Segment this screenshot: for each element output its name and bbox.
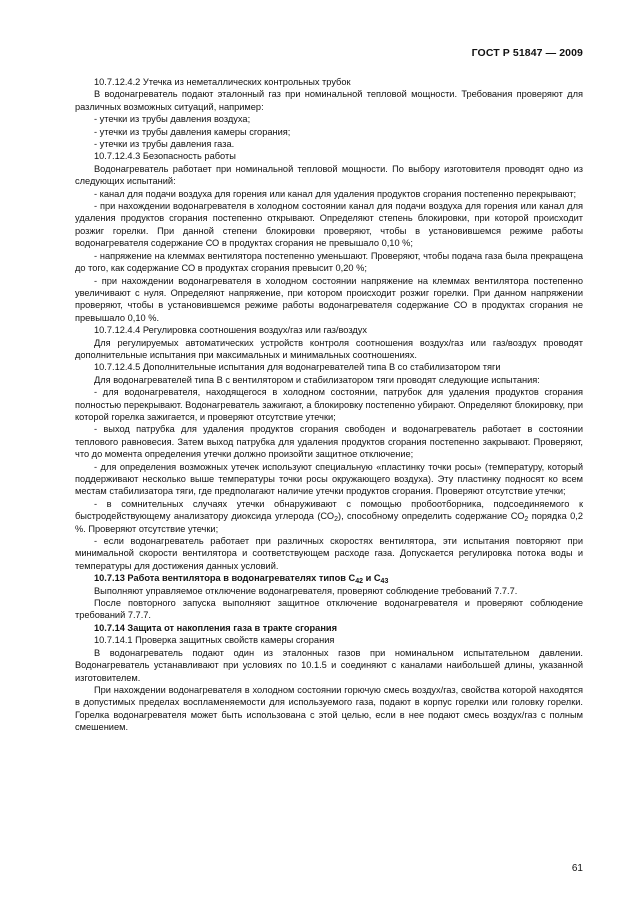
text-run: После повторного запуска выполняют защитное отключение водонагревателя и проверяют соблюдение требований 7.7.7.	[75, 598, 583, 621]
text-run: 10.7.12.4.2 Утечка из неметаллических контрольных трубок	[94, 77, 351, 87]
paragraph	[75, 597, 583, 622]
paragraph	[75, 200, 583, 250]
paragraph	[75, 337, 583, 362]
paragraph	[75, 585, 583, 597]
text-run: В водонагреватель подают эталонный газ при номинальной тепловой мощности. Требования проверяют для различных возможных ситуаций, например:	[75, 89, 583, 112]
paragraph	[75, 113, 583, 125]
text-run: Для регулируемых автоматических устройств контроля соотношения воздух/газ или газ/воздух проводят дополнительные испытания при максимальных и минимальных соотношениях.	[75, 337, 583, 360]
text-run: - если водонагреватель работает при различных скоростях вентилятора, эти испытания повторяют при минимальной скорости вентилятора и соответствующем расходе газа. Допускается регулировка потока воды и температуры для достижения данных условий.	[75, 536, 583, 571]
text-run: Для водонагревателей типа В с вентилятором и стабилизатором тяги проводят следующие испытания:	[94, 374, 540, 385]
text-run: - канал для подачи воздуха для горения или канал для удаления продуктов сгорания постепенно перекрывают;	[94, 188, 577, 199]
document-body	[75, 76, 583, 734]
text-run: В водонагреватель подают один из эталонных газов при номинальном испытательном давлении. Водонагреватель устанавливают при условиях по 10.1.5 и соединяют с каналами наибольшей длины, указанной изготовителем.	[75, 647, 583, 683]
text-run: При нахождении водонагревателя в холодном состоянии горючую смесь воздух/газ, свойства которой находятся в допустимых пределах воспламеняемости для используемого газа, подают в корпус горелки или головку горелки. Горелка водонагревателя может быть использована с этой целью, если в нее подают смесь воздух/газ с полным смешением.	[75, 684, 583, 733]
document-header: ГОСТ Р 51847 — 2009	[471, 47, 583, 59]
paragraph	[75, 138, 583, 150]
subscript: 42	[355, 578, 364, 586]
paragraph	[75, 163, 583, 188]
paragraph	[75, 684, 583, 734]
text-run: 10.7.12.4.5 Дополнительные испытания для водонагревателей типа В со стабилизатором тяги	[94, 362, 501, 373]
paragraph	[75, 423, 583, 460]
section-heading	[75, 622, 583, 634]
paragraph	[75, 386, 583, 423]
section-heading	[75, 572, 583, 584]
paragraph	[75, 498, 583, 535]
paragraph	[75, 461, 583, 498]
paragraph	[75, 126, 583, 138]
text-run: - утечки из трубы давления воздуха;	[94, 114, 251, 125]
paragraph	[75, 188, 583, 200]
text-run: 10.7.12.4.4 Регулировка соотношения воздух/газ или газ/воздух	[94, 325, 368, 336]
paragraph	[75, 647, 583, 684]
text-run: Водонагреватель работает при номинальной тепловой мощности. По выбору изготовителя проводят одно из следующих испытаний:	[75, 163, 583, 187]
paragraph	[75, 76, 583, 88]
text-run: - для водонагревателя, находящегося в холодном состоянии, патрубок для удаления продуктов сгорания полностью перекрывают. Водонагреватель зажигают, а блокировку постепенно убирают. Определяют блокировку, при которой горелка зажигается, и проверяют отсутствие утечки;	[75, 387, 583, 422]
paragraph	[75, 634, 583, 646]
text-run: - для определения возможных утечек используют специальную «пластинку точки росы» (температуру, который поддерживают несколько выше температуры точки росы окружающего воздуха). Эту пластинку подносят ко всем местам стабилизатора тяги, где предполагают наличие утечки продуктов сгорания. Проверяют отсутствие утечки;	[75, 461, 583, 497]
paragraph	[75, 535, 583, 572]
subscript: 43	[380, 578, 389, 586]
text-run: 10.7.14 Защита от накопления газа в тракте сгорания	[94, 622, 337, 633]
text-run: - утечки из трубы давления камеры сгорания;	[94, 126, 291, 137]
subscript: 2	[334, 516, 338, 524]
paragraph	[75, 324, 583, 336]
text-run: - утечки из трубы давления газа.	[94, 139, 235, 150]
text-run: - при нахождении водонагревателя в холодном состоянии напряжение на клеммах вентилятора постепенно увеличивают с нуля. Определяют напряжение, при котором происходит розжиг горелки. При данном напряжении проверяют, чтобы в установившемся режиме работы водонагревателя содержание СО в продуктах сгорания не превышало 0,10 %.	[75, 275, 583, 323]
paragraph	[75, 250, 583, 275]
text-run: Выполняют управляемое отключение водонагревателя, проверяют соблюдение требований 7.7.7.	[94, 585, 518, 596]
text-run: 10.7.12.4.3 Безопасность работы	[94, 151, 236, 162]
text-run: порядка 0,2 %. Проверяют отсутствие утечки;	[75, 511, 583, 534]
paragraph	[75, 361, 583, 373]
text-run: ), способному определить содержание СО	[337, 511, 525, 522]
subscript: 2	[524, 516, 529, 524]
paragraph	[75, 374, 583, 386]
text-run: - в сомнительных случаях утечки обнаруживают с помощью пробоотборника, подсоединяемого к быстродействующему анализатору диоксида углерода (СО	[75, 498, 583, 522]
text-run: 10.7.13 Работа вентилятора в водонагревателях типов С	[94, 573, 356, 584]
paragraph	[75, 275, 583, 325]
page-number: 61	[571, 863, 583, 874]
text-run: 10.7.14.1 Проверка защитных свойств камеры сгорания	[94, 635, 335, 646]
paragraph	[75, 88, 583, 113]
paragraph	[75, 150, 583, 162]
text-run: - при нахождении водонагревателя в холодном состоянии канал для подачи воздуха для горения или канал для удаления продуктов сгорания постепенно открывают. Определяют степень блокировки, при которой происходит розжиг горелки. При данной степени блокировки проверяют, чтобы в установившемся режиме работы водонагревателя содержание СО в продуктах сгорания не превышало 0,10 %;	[75, 201, 583, 249]
text-run: - напряжение на клеммах вентилятора постепенно уменьшают. Проверяют, чтобы подача газа была прекращена до того, как содержание СО в продуктах сгорания превысит 0,20 %;	[75, 250, 583, 274]
text-run: - выход патрубка для удаления продуктов сгорания свободен и водонагреватель работает в состоянии теплового равновесия. Затем выход патрубка для удаления продуктов сгорания постепенно закрывают. Проверяют, что до момента определения утечки должно произойти защитное отключение;	[75, 424, 583, 460]
text-run: и С	[363, 573, 381, 584]
